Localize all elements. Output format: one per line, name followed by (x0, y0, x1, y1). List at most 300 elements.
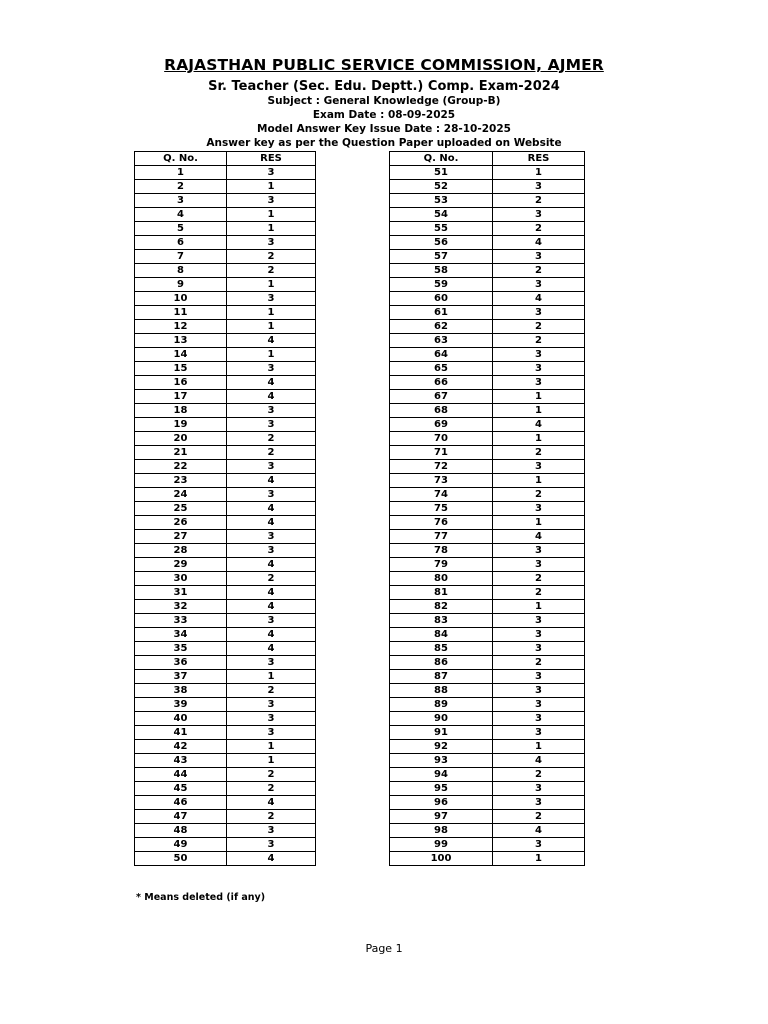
question-number: 71 (390, 446, 493, 460)
question-number: 32 (135, 600, 227, 614)
question-number: 64 (390, 348, 493, 362)
table-row (390, 474, 585, 488)
question-number: 76 (390, 516, 493, 530)
question-number: 63 (390, 334, 493, 348)
answer-response: 2 (493, 488, 585, 502)
answer-response: 1 (493, 404, 585, 418)
table-row (135, 446, 316, 460)
question-number: 61 (390, 306, 493, 320)
answer-key-note: Answer key as per the Question Paper uploaded on Website (206, 137, 562, 149)
answer-response: 1 (493, 166, 585, 180)
answer-response: 2 (227, 432, 316, 446)
table-row (135, 572, 316, 586)
answer-response: 3 (493, 250, 585, 264)
answer-response: 2 (493, 222, 585, 236)
answer-response: 4 (493, 236, 585, 250)
answer-response: 1 (227, 208, 316, 222)
table-row (135, 488, 316, 502)
question-number: 70 (390, 432, 493, 446)
answer-response: 2 (227, 810, 316, 824)
question-number: 89 (390, 698, 493, 712)
question-number: 67 (390, 390, 493, 404)
answer-response: 2 (227, 446, 316, 460)
answer-response: 4 (227, 852, 316, 866)
answer-response: 1 (493, 600, 585, 614)
question-number: 14 (135, 348, 227, 362)
question-number: 26 (135, 516, 227, 530)
table-row (135, 236, 316, 250)
question-number: 60 (390, 292, 493, 306)
answer-response: 1 (227, 348, 316, 362)
question-number: 85 (390, 642, 493, 656)
answer-response: 3 (493, 782, 585, 796)
table-row (390, 180, 585, 194)
question-number: 11 (135, 306, 227, 320)
answer-response: 3 (493, 558, 585, 572)
question-number: 13 (135, 334, 227, 348)
question-number: 42 (135, 740, 227, 754)
table-row (135, 222, 316, 236)
table-row (135, 810, 316, 824)
answer-response: 1 (227, 670, 316, 684)
res-header: RES (493, 152, 585, 166)
question-number: 1 (135, 166, 227, 180)
table-row (390, 726, 585, 740)
answer-response: 2 (493, 334, 585, 348)
question-number: 47 (135, 810, 227, 824)
table-header-row (135, 152, 316, 166)
question-number: 58 (390, 264, 493, 278)
question-number: 55 (390, 222, 493, 236)
table-row (390, 712, 585, 726)
answer-response: 3 (493, 208, 585, 222)
table-row (135, 362, 316, 376)
answer-response: 2 (493, 320, 585, 334)
table-row (135, 418, 316, 432)
table-row (390, 670, 585, 684)
table-row (135, 460, 316, 474)
answer-response: 3 (493, 838, 585, 852)
res-header: RES (227, 152, 316, 166)
answer-response: 4 (493, 418, 585, 432)
question-number: 49 (135, 838, 227, 852)
question-number: 54 (390, 208, 493, 222)
question-number: 43 (135, 754, 227, 768)
table-row (390, 460, 585, 474)
table-row (390, 572, 585, 586)
qno-header: Q. No. (135, 152, 227, 166)
question-number: 4 (135, 208, 227, 222)
answer-response: 3 (493, 698, 585, 712)
question-number: 53 (390, 194, 493, 208)
answer-response: 3 (493, 684, 585, 698)
question-number: 6 (135, 236, 227, 250)
table-row (135, 166, 316, 180)
question-number: 41 (135, 726, 227, 740)
answer-response: 1 (493, 516, 585, 530)
question-number: 98 (390, 824, 493, 838)
question-number: 88 (390, 684, 493, 698)
table-row (390, 684, 585, 698)
answer-response: 3 (493, 278, 585, 292)
answer-response: 3 (227, 166, 316, 180)
table-row (135, 852, 316, 866)
table-row (390, 194, 585, 208)
question-number: 44 (135, 768, 227, 782)
question-number: 48 (135, 824, 227, 838)
table-row (135, 642, 316, 656)
question-number: 83 (390, 614, 493, 628)
question-number: 24 (135, 488, 227, 502)
question-number: 22 (135, 460, 227, 474)
question-number: 84 (390, 628, 493, 642)
question-number: 93 (390, 754, 493, 768)
question-number: 5 (135, 222, 227, 236)
table-row (390, 810, 585, 824)
answer-response: 2 (493, 810, 585, 824)
answer-response: 3 (493, 544, 585, 558)
table-row (390, 264, 585, 278)
table-row (390, 656, 585, 670)
table-row (135, 782, 316, 796)
answer-response: 2 (227, 684, 316, 698)
table-row (390, 628, 585, 642)
table-row (135, 334, 316, 348)
table-row (135, 320, 316, 334)
answer-response: 2 (493, 194, 585, 208)
table-row (390, 222, 585, 236)
answer-response: 4 (227, 516, 316, 530)
answer-response: 3 (493, 642, 585, 656)
table-row (135, 278, 316, 292)
table-row (135, 208, 316, 222)
answer-response: 1 (227, 320, 316, 334)
table-row (390, 558, 585, 572)
question-number: 23 (135, 474, 227, 488)
question-number: 95 (390, 782, 493, 796)
table-row (390, 586, 585, 600)
table-row (390, 502, 585, 516)
question-number: 68 (390, 404, 493, 418)
answer-response: 3 (227, 544, 316, 558)
table-row (390, 236, 585, 250)
question-number: 90 (390, 712, 493, 726)
answer-response: 2 (227, 572, 316, 586)
table-row (390, 334, 585, 348)
question-number: 73 (390, 474, 493, 488)
question-number: 27 (135, 530, 227, 544)
table-row (390, 614, 585, 628)
table-row (390, 754, 585, 768)
question-number: 66 (390, 376, 493, 390)
answer-response: 3 (227, 488, 316, 502)
answer-response: 1 (227, 306, 316, 320)
table-row (135, 264, 316, 278)
answer-response: 3 (227, 656, 316, 670)
table-row (390, 250, 585, 264)
question-number: 52 (390, 180, 493, 194)
table-row (135, 376, 316, 390)
question-number: 34 (135, 628, 227, 642)
question-number: 51 (390, 166, 493, 180)
answer-response: 3 (493, 180, 585, 194)
question-number: 77 (390, 530, 493, 544)
answer-response: 4 (227, 334, 316, 348)
answer-response: 2 (493, 572, 585, 586)
question-number: 62 (390, 320, 493, 334)
question-number: 79 (390, 558, 493, 572)
answer-response: 3 (227, 614, 316, 628)
answer-response: 4 (227, 600, 316, 614)
answer-response: 4 (227, 628, 316, 642)
answer-response: 3 (493, 796, 585, 810)
question-number: 81 (390, 586, 493, 600)
answer-response: 4 (493, 824, 585, 838)
footnote: * Means deleted (if any) (136, 892, 266, 903)
table-row (135, 796, 316, 810)
answer-response: 1 (493, 432, 585, 446)
question-number: 86 (390, 656, 493, 670)
table-row (135, 474, 316, 488)
question-number: 37 (135, 670, 227, 684)
table-row (135, 194, 316, 208)
question-number: 100 (390, 852, 493, 866)
answer-response: 3 (493, 670, 585, 684)
table-row (390, 488, 585, 502)
table-row (390, 768, 585, 782)
answer-response: 2 (493, 264, 585, 278)
answer-response: 2 (227, 782, 316, 796)
table-row (135, 306, 316, 320)
answer-response: 1 (493, 740, 585, 754)
table-row (390, 292, 585, 306)
table-row (135, 712, 316, 726)
question-number: 10 (135, 292, 227, 306)
question-number: 17 (135, 390, 227, 404)
question-number: 69 (390, 418, 493, 432)
answer-response: 2 (227, 250, 316, 264)
table-row (390, 348, 585, 362)
table-row (390, 698, 585, 712)
table-row (135, 292, 316, 306)
question-number: 91 (390, 726, 493, 740)
page-number: Page 1 (365, 942, 403, 955)
answer-response: 3 (493, 362, 585, 376)
answer-response: 1 (227, 278, 316, 292)
answer-response: 1 (227, 740, 316, 754)
answer-response: 4 (227, 586, 316, 600)
table-row (135, 404, 316, 418)
question-number: 33 (135, 614, 227, 628)
answer-response: 2 (493, 446, 585, 460)
answer-response: 3 (227, 698, 316, 712)
answer-response: 3 (493, 726, 585, 740)
answer-response: 3 (227, 194, 316, 208)
question-number: 3 (135, 194, 227, 208)
table-row (390, 278, 585, 292)
table-header-row (390, 152, 585, 166)
table-body-left (135, 166, 316, 866)
answer-response: 4 (493, 754, 585, 768)
table-row (135, 684, 316, 698)
table-row (135, 250, 316, 264)
answer-response: 1 (493, 390, 585, 404)
issue-date: Model Answer Key Issue Date : 28-10-2025 (257, 123, 511, 135)
question-number: 25 (135, 502, 227, 516)
answer-response: 3 (493, 614, 585, 628)
question-number: 29 (135, 558, 227, 572)
table-row (135, 628, 316, 642)
question-number: 80 (390, 572, 493, 586)
table-row (390, 166, 585, 180)
question-number: 21 (135, 446, 227, 460)
question-number: 18 (135, 404, 227, 418)
table-row (390, 796, 585, 810)
question-number: 96 (390, 796, 493, 810)
question-number: 56 (390, 236, 493, 250)
question-number: 38 (135, 684, 227, 698)
answer-response: 4 (227, 558, 316, 572)
question-number: 75 (390, 502, 493, 516)
question-number: 20 (135, 432, 227, 446)
answer-response: 3 (493, 628, 585, 642)
table-row (135, 838, 316, 852)
answer-response: 3 (493, 712, 585, 726)
answer-response: 1 (493, 474, 585, 488)
table-row (135, 670, 316, 684)
document-title: RAJASTHAN PUBLIC SERVICE COMMISSION, AJMER (164, 56, 604, 74)
question-number: 72 (390, 460, 493, 474)
question-number: 45 (135, 782, 227, 796)
table-body-right (390, 166, 585, 866)
answer-table-right (389, 151, 585, 866)
table-row (390, 418, 585, 432)
question-number: 30 (135, 572, 227, 586)
question-number: 82 (390, 600, 493, 614)
question-number: 99 (390, 838, 493, 852)
table-row (135, 656, 316, 670)
qno-header: Q. No. (390, 152, 493, 166)
answer-response: 3 (227, 418, 316, 432)
table-row (135, 432, 316, 446)
answer-response: 3 (493, 502, 585, 516)
table-row (390, 838, 585, 852)
table-row (135, 614, 316, 628)
answer-response: 2 (493, 768, 585, 782)
table-row (390, 740, 585, 754)
question-number: 59 (390, 278, 493, 292)
question-number: 19 (135, 418, 227, 432)
table-row (135, 768, 316, 782)
question-number: 78 (390, 544, 493, 558)
question-number: 39 (135, 698, 227, 712)
answer-response: 3 (227, 460, 316, 474)
exam-name: Sr. Teacher (Sec. Edu. Deptt.) Comp. Exam-2024 (208, 79, 560, 94)
question-number: 15 (135, 362, 227, 376)
answer-response: 3 (493, 460, 585, 474)
answer-response: 3 (493, 348, 585, 362)
question-number: 94 (390, 768, 493, 782)
question-number: 2 (135, 180, 227, 194)
answer-response: 1 (227, 180, 316, 194)
table-row (135, 698, 316, 712)
answer-response: 3 (227, 726, 316, 740)
question-number: 74 (390, 488, 493, 502)
answer-response: 3 (227, 404, 316, 418)
table-row (390, 376, 585, 390)
answer-response: 2 (493, 586, 585, 600)
table-row (390, 782, 585, 796)
table-row (135, 754, 316, 768)
table-row (135, 530, 316, 544)
answer-response: 4 (227, 376, 316, 390)
table-row (390, 530, 585, 544)
answer-response: 1 (227, 754, 316, 768)
answer-response: 1 (493, 852, 585, 866)
answer-response: 3 (227, 236, 316, 250)
table-row (390, 208, 585, 222)
answer-response: 3 (227, 362, 316, 376)
answer-response: 3 (227, 712, 316, 726)
table-row (135, 600, 316, 614)
answer-response: 4 (227, 796, 316, 810)
answer-response: 3 (227, 530, 316, 544)
question-number: 97 (390, 810, 493, 824)
answer-response: 4 (493, 530, 585, 544)
question-number: 28 (135, 544, 227, 558)
question-number: 92 (390, 740, 493, 754)
table-row (390, 824, 585, 838)
answer-response: 3 (227, 824, 316, 838)
table-row (390, 404, 585, 418)
question-number: 46 (135, 796, 227, 810)
question-number: 40 (135, 712, 227, 726)
table-row (135, 726, 316, 740)
question-number: 65 (390, 362, 493, 376)
question-number: 87 (390, 670, 493, 684)
question-number: 9 (135, 278, 227, 292)
table-row (390, 516, 585, 530)
table-row (135, 348, 316, 362)
answer-response: 2 (493, 656, 585, 670)
question-number: 57 (390, 250, 493, 264)
table-row (135, 544, 316, 558)
answer-response: 4 (227, 474, 316, 488)
question-number: 12 (135, 320, 227, 334)
answer-response: 3 (227, 292, 316, 306)
table-row (135, 740, 316, 754)
question-number: 35 (135, 642, 227, 656)
answer-response: 2 (227, 264, 316, 278)
table-row (135, 824, 316, 838)
table-row (390, 362, 585, 376)
question-number: 8 (135, 264, 227, 278)
answer-response: 3 (493, 306, 585, 320)
question-number: 50 (135, 852, 227, 866)
answer-response: 4 (227, 390, 316, 404)
table-row (390, 852, 585, 866)
table-row (135, 558, 316, 572)
answer-response: 3 (493, 376, 585, 390)
table-row (390, 306, 585, 320)
answer-response: 4 (227, 642, 316, 656)
table-row (390, 446, 585, 460)
table-row (390, 544, 585, 558)
answer-response: 4 (227, 502, 316, 516)
subject-line: Subject : General Knowledge (Group-B) (267, 95, 501, 107)
table-row (135, 516, 316, 530)
answer-response: 2 (227, 768, 316, 782)
